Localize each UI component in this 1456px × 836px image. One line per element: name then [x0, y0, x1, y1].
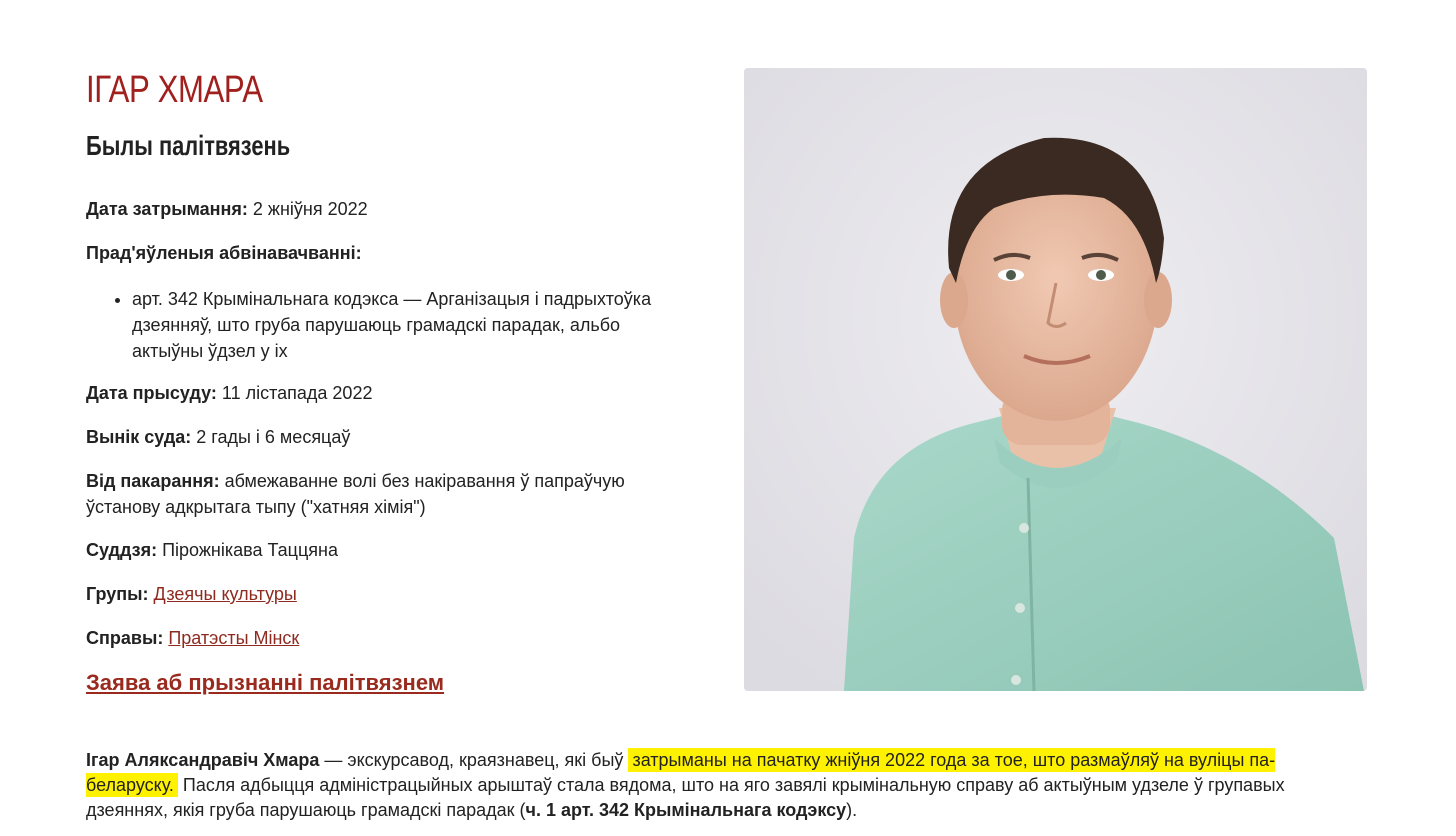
statement-link[interactable]: Заява аб прызнанні палітвязнем: [86, 670, 445, 695]
punishment: [86, 468, 656, 520]
bio-full-name: Ігар Аляксандравіч Хмара: [86, 750, 320, 770]
groups-label: Групы:: [86, 584, 149, 604]
judge: [86, 537, 338, 563]
bio-rest: Пасля адбыцця адміністрацыйных арыштаў стала вядома, што на яго завялі крымінальную справу аб актыўным удзеле ў групавых дзеяннях, якія груба парушаюць грамадскі парадак (: [86, 775, 1285, 820]
charges-list: [86, 286, 692, 364]
detention-label: Дата затрымання:: [86, 199, 248, 219]
profile-panel: [86, 62, 686, 695]
verdict-date-value: 11 лістапада 2022: [221, 383, 373, 403]
bio-paragraph: [86, 748, 1326, 823]
portrait-photo: [744, 68, 1367, 691]
detention-value: 2 жніўня 2022: [252, 199, 368, 219]
cases-link[interactable]: Пратэсты Мінск: [168, 628, 300, 648]
bio-end: ).: [846, 800, 858, 820]
cases-label: Справы:: [86, 628, 164, 648]
detention-date: [86, 196, 368, 222]
punishment-label: Від пакарання:: [86, 471, 220, 491]
punishment-value: абмежаванне волі без накіравання ў папраўчую ўстанову адкрытага тыпу ("хатняя хімія"): [86, 471, 625, 517]
bio-highlight: затрыманы на пачатку жніўня 2022 года за тое, што размаўляў на вуліцы па-беларуску.: [86, 750, 1276, 795]
person-status: Былы палітвязень: [86, 130, 291, 161]
verdict-value: 2 гады і 6 месяцаў: [196, 427, 351, 447]
verdict-date: [86, 380, 372, 406]
bio-article: ч. 1 арт. 342 Крымінальнага кодэксу: [525, 800, 847, 820]
portrait-image: [744, 68, 1367, 691]
groups: [86, 581, 297, 607]
verdict-label: Вынік суда:: [86, 427, 192, 447]
groups-link[interactable]: Дзеячы культуры: [153, 584, 297, 604]
judge-value: Пірожнікава Таццяна: [162, 540, 338, 560]
person-name: ІГАР ХМАРА: [86, 69, 263, 111]
charge-item: • арт. 342 Крымінальнага кодэкса — Арганізацыя і падрыхтоўка дзеянняў, што груба парушаюць грамадскі парадак, альбо актыўны ўдзел у іх: [132, 286, 692, 364]
charges-label: Прад'яўленыя абвінавачванні:: [86, 243, 362, 263]
verdict-date-label: Дата прысуду:: [86, 383, 217, 403]
bio-intro: — экскурсавод, краязнавец, які быў: [319, 750, 629, 770]
charges-heading: [86, 240, 362, 266]
verdict: [86, 424, 350, 450]
judge-label: Суддзя:: [86, 540, 158, 560]
cases: [86, 625, 299, 651]
